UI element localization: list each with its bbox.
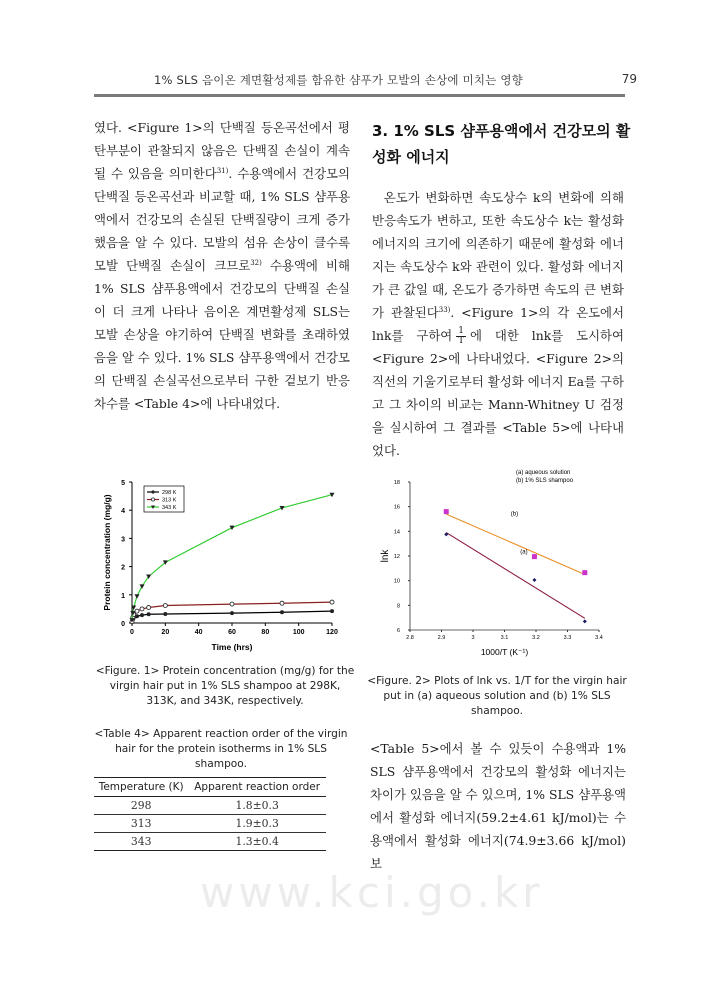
data-point	[330, 609, 334, 613]
legend-label: 313 K	[162, 497, 177, 504]
text-run: 에 대한 lnk를 도시하여 <Figure 2>에 나타내었다. <Figure 2>의 직선의 기울기로부터 활성화 에너지 Ea를 구하고 그 차이의 비교는 Mann-Whitney U 검정을 실시하여 그 결과를 <Table 5>에 나타내었다.	[372, 328, 624, 458]
y-tick-label: 8	[396, 603, 400, 610]
citation: 32)	[250, 258, 262, 267]
data-point	[147, 612, 151, 616]
text-run: 수용액에 비해 1% SLS 샴푸용액에서 건강모의 단백질 손실이 더 크게 나타나 음이온 계면활성제 SLS는 모발 손상을 야기하여 단백질 변화를 초래하였음을 알 수 있다. 1% SLS 샴푸용액에서 건강모의 단백질 손실곡선으로부터 구한 겉보기 반응차수를 <Table 4>에 나타내었다.	[94, 258, 350, 411]
fit-line	[446, 533, 585, 619]
x-tick-label: 3.4	[595, 635, 603, 641]
table-header-row	[94, 778, 326, 797]
fraction-one-over-t: $\frac{1}{T}$	[458, 326, 465, 346]
table-cell: 313	[94, 815, 188, 833]
series-label-b: (b)	[510, 511, 519, 518]
x-axis-label: 1000/T (K⁻¹)	[480, 647, 529, 657]
figure-1-caption: <Figure. 1> Protein concentration (mg/g) for the virgin hair put in 1% SLS shampoo at 298K, 313K, and 343K, respectively.	[95, 665, 355, 707]
x-tick-label: 80	[261, 629, 270, 636]
legend-label: 298 K	[162, 490, 177, 496]
figure-1-chart	[96, 472, 346, 662]
data-point	[140, 613, 144, 617]
x-tick-label: 3.1	[500, 635, 509, 641]
data-point	[444, 509, 449, 514]
y-axis-label: Protein concentration (mg/g)	[102, 494, 112, 611]
y-axis-label: lnk	[380, 549, 391, 563]
data-point	[330, 600, 334, 604]
x-tick-label: 100	[292, 629, 305, 636]
x-tick-label: 3.3	[563, 635, 572, 641]
legend-text: (b) 1% SLS shampoo	[516, 478, 574, 484]
table-cell: 1.3±0.4	[188, 833, 326, 851]
left-column-paragraph	[94, 116, 350, 415]
legend-label: 343 K	[162, 505, 177, 511]
y-tick-label: 4	[121, 508, 125, 516]
table-cell: 298	[94, 797, 188, 815]
legend-marker	[151, 498, 154, 501]
y-tick-label: 16	[393, 504, 400, 511]
x-tick-label: 3	[471, 635, 475, 641]
figure-2-caption: <Figure. 2> Plots of lnk vs. 1/T for the virgin hair put in (a) aqueous solution and (b) 1% SLS shampoo.	[367, 675, 627, 717]
y-tick-label: 3	[121, 536, 125, 544]
data-point	[140, 584, 145, 589]
running-header	[94, 68, 637, 97]
text-run: . 수용액에서 건강모의 단백질 등온곡선과 비교할 때, 1% SLS 샴푸용액에서 건강모의 손실된 단백질량이 크게 증가했음을 알 수 있다. 모발의 섬유 손상이 클수록 모발 단백질 손실이 크므로	[94, 166, 350, 273]
x-tick-label: 2.8	[406, 635, 414, 641]
running-title: 1% SLS 음이온 계면활성제를 함유한 샴푸가 모발의 손상에 미치는 영향	[154, 73, 523, 87]
y-tick-label: 18	[393, 480, 400, 486]
x-tick-label: 40	[194, 629, 203, 636]
data-point	[163, 604, 167, 608]
x-tick-label: 20	[161, 629, 170, 636]
y-tick-label: 1	[121, 592, 125, 600]
table-cell: 1.9±0.3	[188, 815, 326, 833]
right-column-paragraph-2	[370, 737, 626, 875]
table-4-caption: <Table 4> Apparent reaction order of the virgin hair for the protein isotherms in 1% SLS shampoo.	[94, 728, 348, 770]
legend-text: (a) aqueous solution	[516, 470, 571, 476]
x-tick-label: 120	[326, 629, 338, 636]
section-heading: 3. 1% SLS 샴푸용액에서 건강모의 활성화 에너지	[372, 122, 631, 166]
y-tick-label: 5	[121, 480, 125, 487]
text-run: . <Figure 1>의 각 온도에서 lnk를 구하여	[372, 305, 624, 343]
y-tick-label: 12	[393, 554, 400, 560]
data-point	[230, 602, 234, 606]
legend-marker	[151, 490, 154, 493]
x-tick-label: 60	[228, 629, 236, 636]
data-point	[163, 612, 167, 616]
fit-line	[446, 514, 585, 574]
x-tick-label: 2.9	[437, 635, 446, 641]
data-point	[140, 607, 144, 611]
x-tick-label: 0	[130, 629, 134, 636]
data-point	[582, 570, 587, 575]
y-tick-label: 6	[396, 628, 400, 634]
data-point	[532, 578, 536, 582]
data-point	[135, 594, 140, 599]
table-row	[94, 815, 326, 833]
watermark: www.kci.go.kr	[200, 868, 544, 917]
data-point	[280, 601, 284, 605]
column-header: Apparent reaction order	[188, 778, 326, 797]
table-row	[94, 797, 326, 815]
text-run: 였다. <Figure 1>의 단백질 등온곡선에서 평탄부분이 관찰되지 않음은 단백질 손실이 계속될 수 있음을 의미한다	[94, 120, 350, 181]
page-number: 79	[621, 72, 637, 86]
data-point	[583, 619, 587, 623]
table-4	[94, 777, 326, 851]
data-point	[147, 605, 151, 609]
table-cell: 343	[94, 833, 188, 851]
x-axis-label: Time (hrs)	[211, 642, 253, 652]
data-point	[135, 609, 139, 613]
data-point	[230, 611, 234, 615]
citation: 33)	[438, 305, 451, 314]
series-line	[132, 495, 332, 620]
column-header: Temperature (K)	[94, 778, 188, 797]
series-label-a: (a)	[520, 549, 528, 556]
text-run: <Table 5>에서 볼 수 있듯이 수용액과 1% SLS 샴푸용액에서 건강모의 활성화 에너지는 차이가 있음을 알 수 있으며, 1% SLS 샴푸용액에서 활성화 에너지(59.2±4.61 kJ/mol)는 수용액에서 활성화 에너지(74.9±3.66 kJ/mol)보	[370, 741, 626, 871]
table-cell: 1.8±0.3	[188, 797, 326, 815]
text-run: 온도가 변화하면 속도상수 k의 변화에 의해 반응속도가 변하고, 또한 속도상수 k는 활성화 에너지의 크기에 의존하기 때문에 활성화 에너지는 속도상수 k와 관련이 있다. 활성화 에너지가 큰 값일 때, 온도가 증가하면 속도의 큰 변화가 관찰된다	[372, 190, 624, 320]
figure-2-chart	[372, 466, 622, 661]
y-tick-label: 10	[393, 578, 400, 585]
figure-1	[96, 472, 346, 662]
y-tick-label: 2	[121, 564, 125, 572]
citation: 31)	[216, 166, 229, 175]
right-column-paragraph	[372, 186, 624, 462]
x-tick-label: 3.2	[532, 635, 540, 641]
y-tick-label: 0	[121, 621, 125, 628]
figure-2	[372, 466, 622, 661]
y-tick-label: 14	[393, 529, 400, 536]
data-point	[280, 610, 284, 614]
data-point	[532, 554, 537, 559]
table-row	[94, 833, 326, 851]
